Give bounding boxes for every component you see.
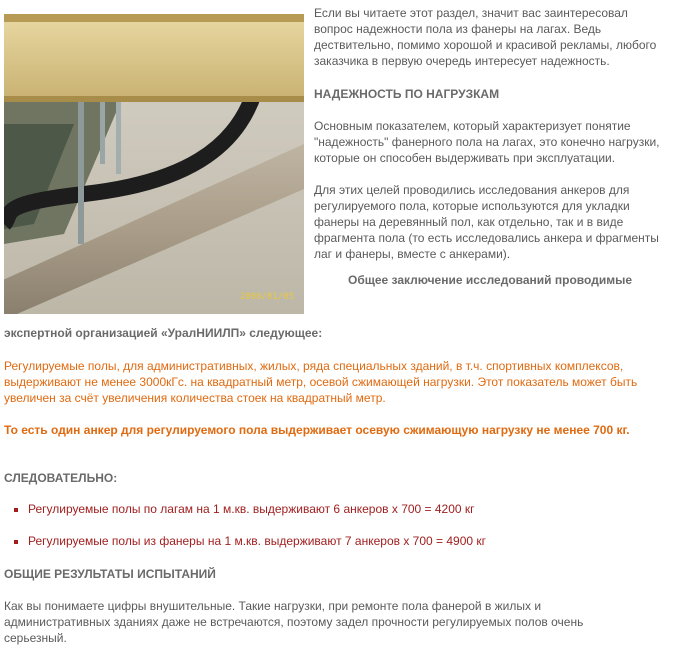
heading-reliability: НАДЕЖНОСТЬ ПО НАГРУЗКАМ — [314, 87, 500, 101]
conclusion-line-2: экспертной организацией «УралНИИЛП» следующее: — [4, 326, 323, 340]
main-indicator-paragraph: Основным показателем, который характеризует понятие "надежность" фанерного пола на лагах, это конечно нагрузки, которые он способен выдерживать при эксплуатации. — [314, 119, 660, 165]
right-column — [314, 5, 666, 288]
final-paragraph: Как вы понимаете цифры внушительные. Такие нагрузки, при ремонте пола фанерой в жилых и административных зданиях даже не встречаются, поэтому задел прочности регулируемых полов очень серьезный. — [4, 599, 584, 645]
orange-paragraph: Регулируемые полы, для административных, жилых, ряда специальных зданий, в т.ч. спортивных комплексов, выдерживают не менее 3000кГс. на квадратный метр, осевой сжимающей нагрузки. Этот показатель может быть увеличен за счёт увеличения количества стоек на квадратный метр. — [4, 359, 638, 405]
list-item-text: Регулируемые полы из фанеры на 1 м.кв. выдерживают 7 анкеров х 700 = 4900 кг — [28, 534, 487, 548]
bullet-icon — [14, 508, 18, 512]
list-item-text: Регулируемые полы по лагам на 1 м.кв. выдерживают 6 анкеров х 700 = 4200 кг — [28, 502, 475, 516]
floor-anchor-photo — [4, 14, 304, 314]
heading-results: ОБЩИЕ РЕЗУЛЬТАТЫ ИСПЫТАНИЙ — [4, 567, 216, 581]
orange-bold-paragraph: То есть один анкер для регулируемого пола выдерживает осевую сжимающую нагрузку не менее 700 кг. — [4, 423, 630, 437]
research-paragraph: Для этих целей проводились исследования анкеров для регулируемого пола, которые используются для укладки фанеры на деревянный пол, как отдельно, так и в виде фрагмента пола (то есть исследовались анкера и фрагменты лаг и фанеры, вместе с анкерами). — [314, 183, 659, 261]
heading-therefore: СЛЕДОВАТЕЛЬНО: — [4, 471, 118, 485]
bullet-icon — [14, 540, 18, 544]
list-item — [14, 534, 486, 548]
intro-paragraph: Если вы читаете этот раздел, значит вас заинтересовал вопрос надежности пола из фанеры на лагах. Ведь дествительно, помимо хорошой и красивой рекламы, любого заказчика в первую очередь интересует надежность. — [314, 6, 657, 68]
list-item — [14, 502, 475, 516]
conclusion-line-1: Общее заключение исследований проводимые — [347, 273, 632, 287]
photo-datestamp: 2006/01/05 — [239, 292, 294, 302]
